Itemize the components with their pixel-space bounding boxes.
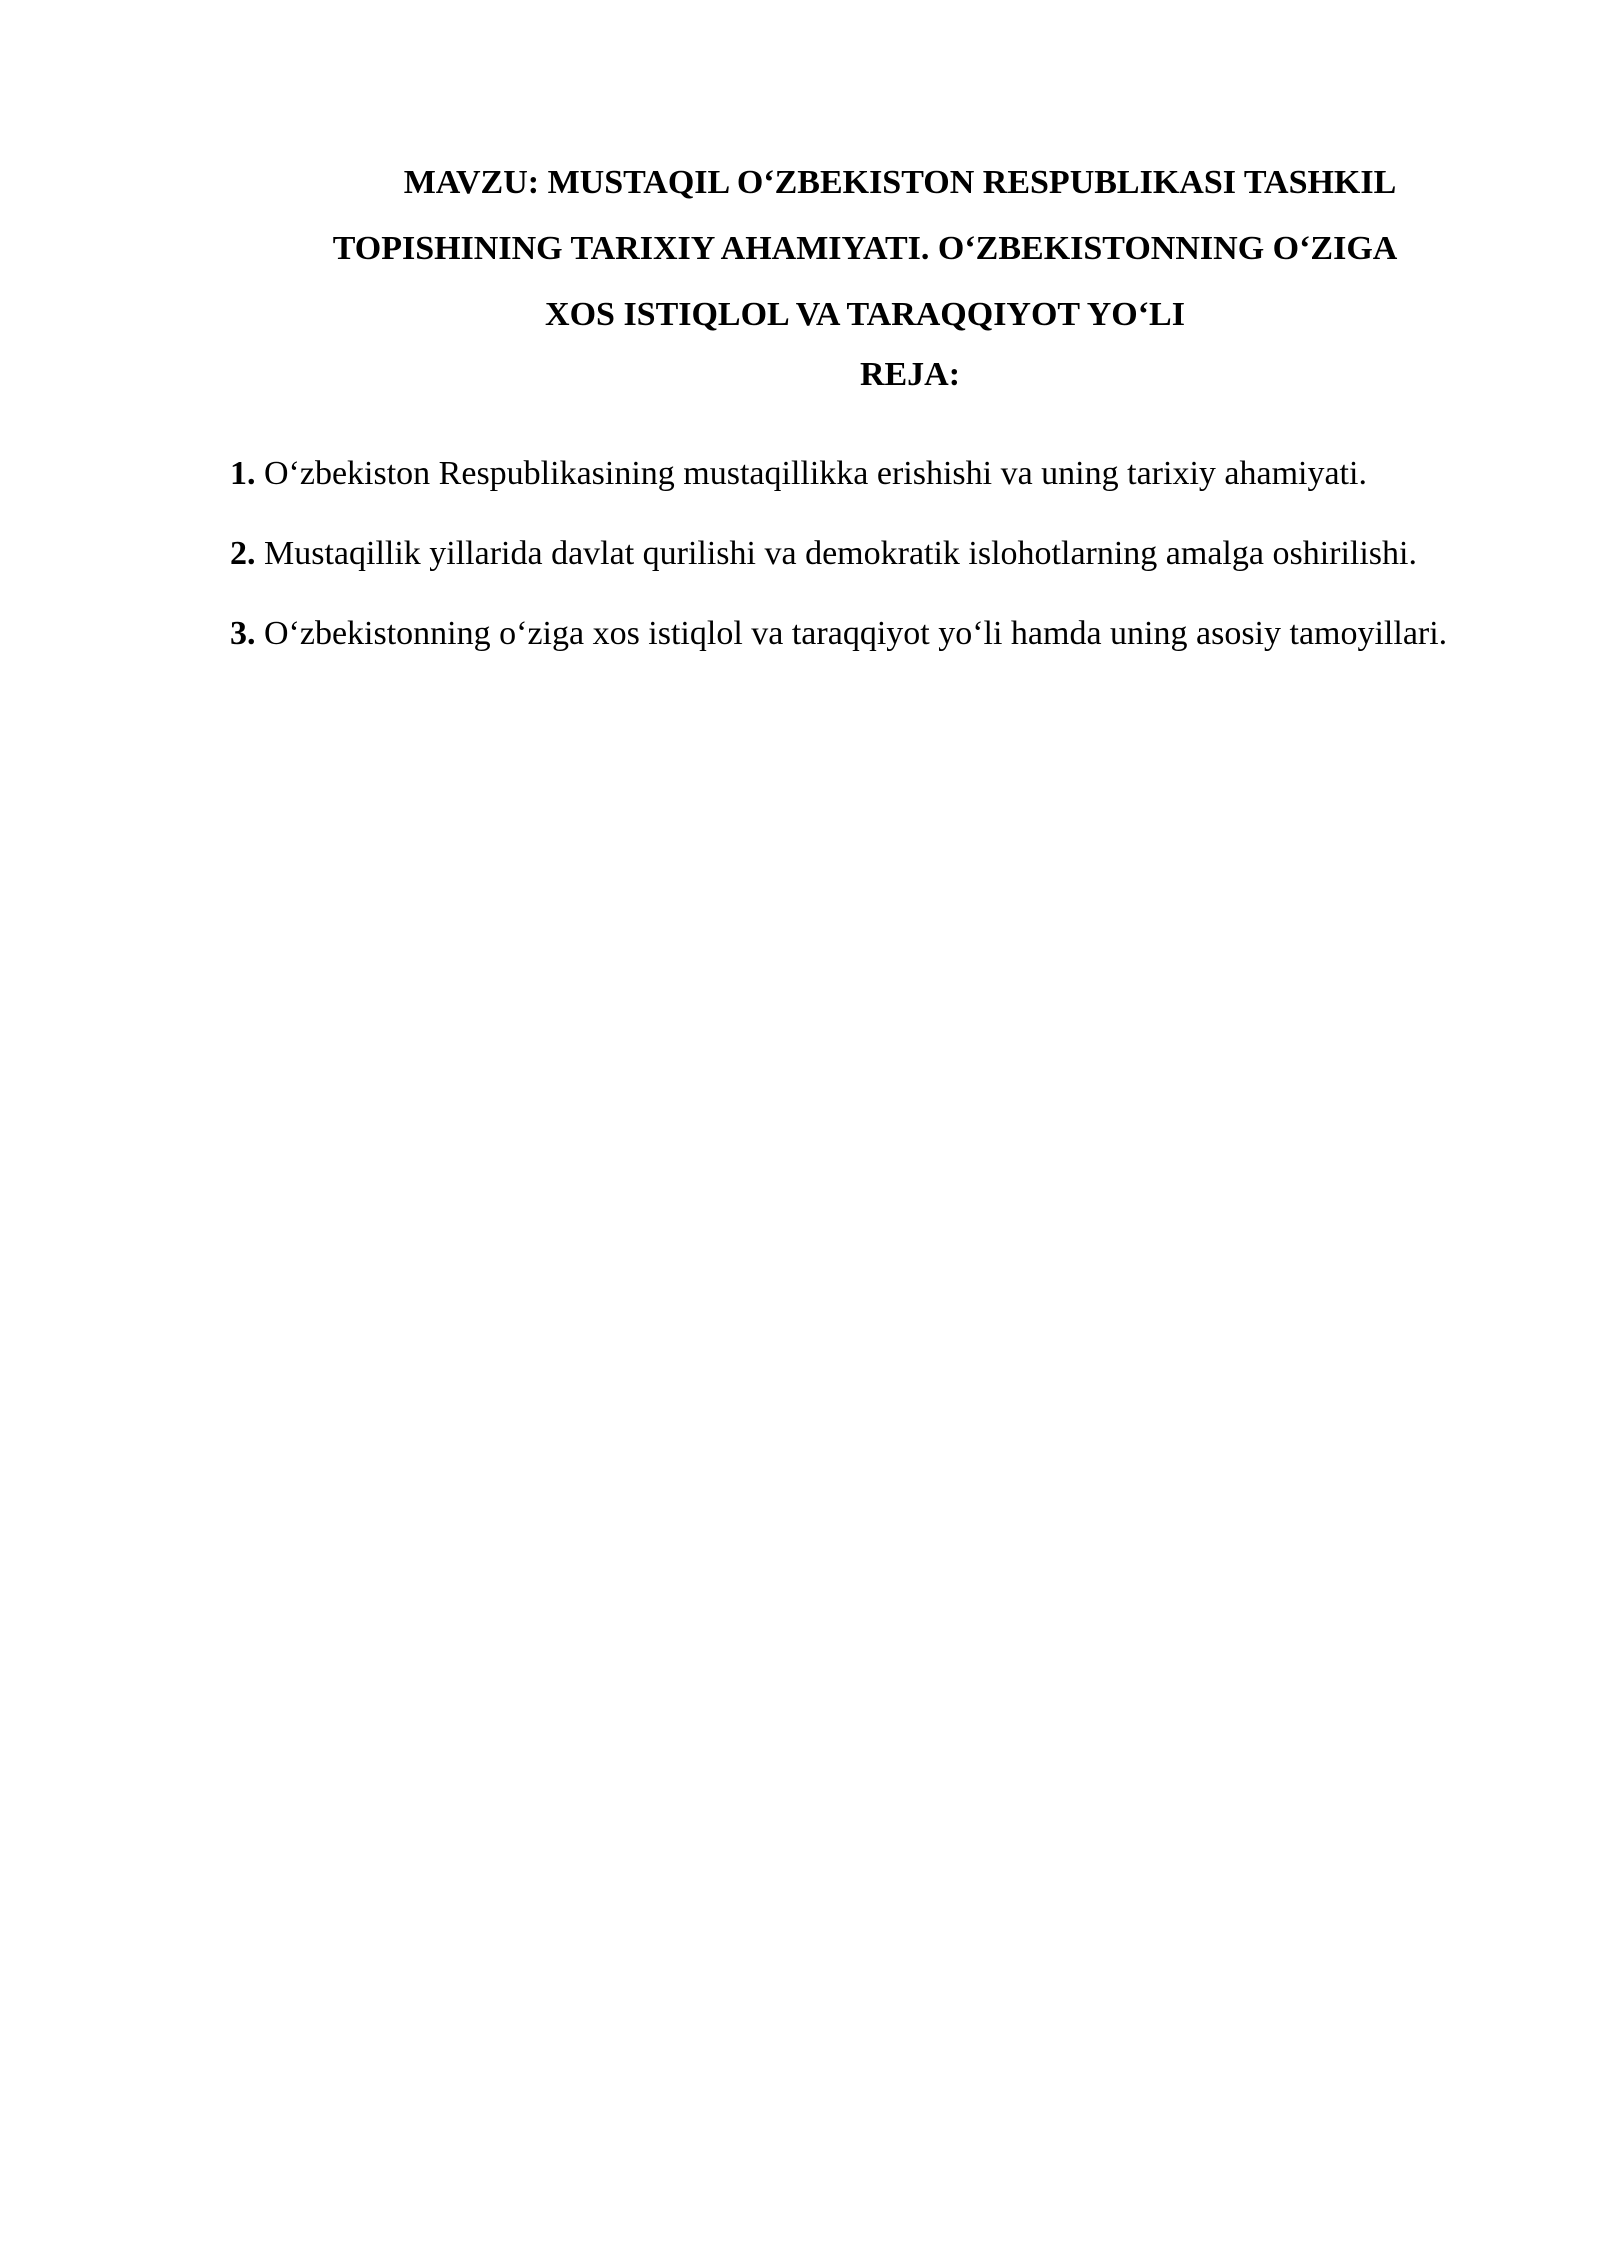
plan-item-number: 1. xyxy=(230,455,264,492)
plan-heading: REJA: xyxy=(859,356,961,393)
title-line-1: MAVZU: MUSTAQIL O‘ZBEKISTON RESPUBLIKASI TASHKIL xyxy=(403,164,1397,201)
plan-item-number: 2. xyxy=(230,535,264,572)
plan-item-text: O‘zbekistonning o‘ziga xos istiqlol va taraqqiyot yo‘li hamda uning asosiy tamoyillari. xyxy=(264,615,1448,652)
plan-item-2 xyxy=(230,532,1494,576)
plan-item-3 xyxy=(230,612,1494,656)
title-line-2: TOPISHINING TARIXIY AHAMIYATI. O‘ZBEKISTONNING O‘ZIGA xyxy=(332,230,1398,267)
title-line-3: XOS ISTIQLOL VA TARAQQIYOT YO‘LI xyxy=(545,296,1185,333)
plan-list xyxy=(230,452,1494,692)
plan-item-text: Mustaqillik yillarida davlat qurilishi va demokratik islohotlarning amalga oshirilishi. xyxy=(264,535,1417,572)
plan-item-1 xyxy=(230,452,1494,496)
plan-item-text: O‘zbekiston Respublikasining mustaqillikka erishishi va uning tarixiy ahamiyati. xyxy=(264,455,1367,492)
plan-item-number: 3. xyxy=(230,615,264,652)
document-title xyxy=(230,150,1500,348)
